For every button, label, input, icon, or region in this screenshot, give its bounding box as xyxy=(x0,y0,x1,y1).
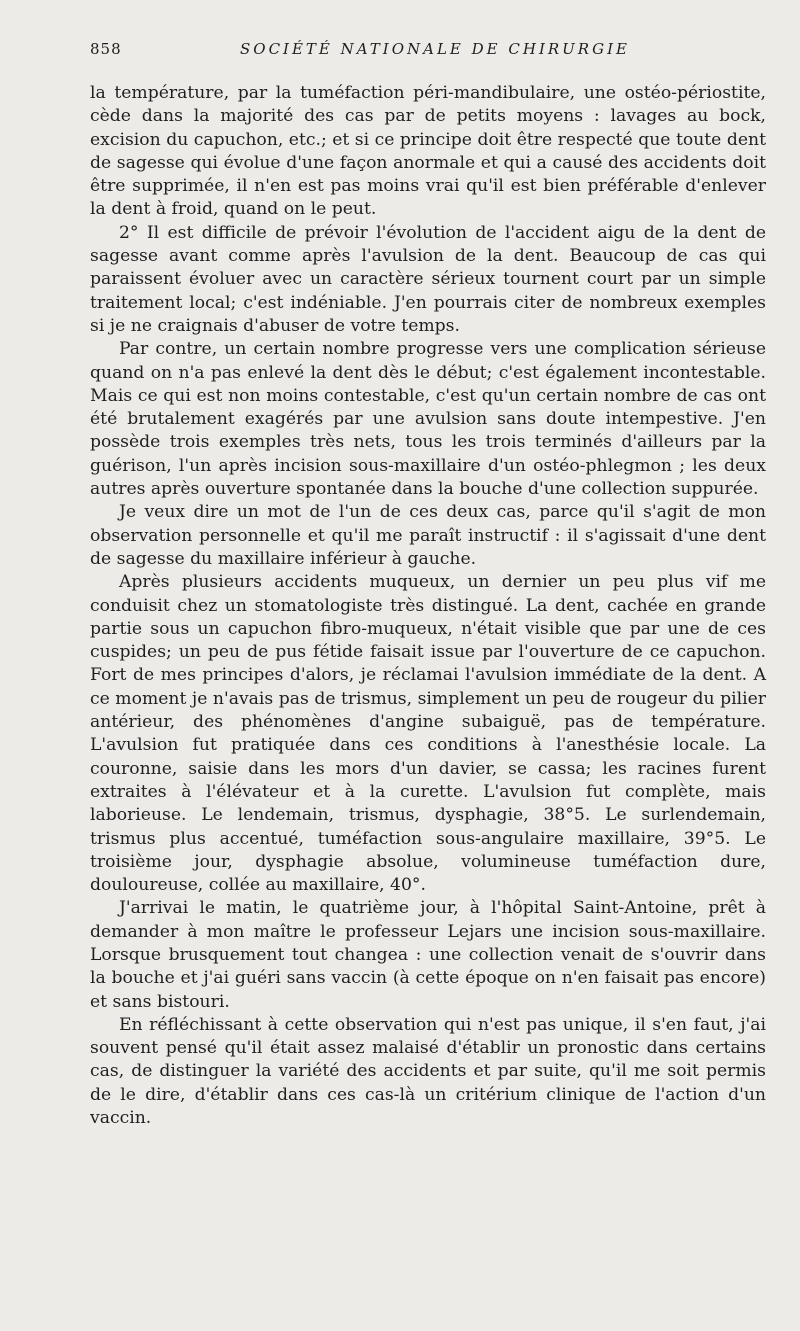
paragraph-case-history: Après plusieurs accidents muqueux, un dernier un peu plus vif me conduisit chez un stomatologiste très distingué. La dent, cachée en grande partie sous un capuchon fibro-muqueux, n'était visible que par une de ces cuspides; un peu de pus fétide faisait issue par l'ouverture de ce capuchon. Fort de mes principes d'alors, je réclamai l'avulsion immédiate de la dent. A ce moment je n'avais pas de trismus, simplement un peu de rougeur du pilier antérieur, des phénomènes d'angine subaiguë, pas de température. L'avulsion fut pratiquée dans ces conditions à l'anesthésie locale. La couronne, saisie dans les mors d'un davier, se cassa; les racines furent extraites à l'élévateur et à la curette. L'avulsion fut complète, mais laborieuse. Le lendemain, trismus, dysphagie, 38°5. Le surlendemain, trismus plus accentué, tuméfaction sous-angulaire maxillaire, 39°5. Le troisième jour, dysphagie absolue, volumineuse tuméfaction dure, douloureuse, collée au maxillaire, 40°. xyxy=(90,572,766,896)
paragraph-point-2: 2° Il est difficile de prévoir l'évolution de l'accident aigu de la dent de sagesse avant comme après l'avulsion de la dent. Beaucoup de cas qui paraissent évoluer avec un caractère sérieux tournent court par un simple traitement local; c'est indéniable. J'en pourrais citer de nombreux exemples si je ne craignais d'abuser de votre temps. xyxy=(90,222,766,336)
body-text xyxy=(90,82,766,1130)
paragraph-observation-intro: Je veux dire un mot de l'un de ces deux cas, parce qu'il s'agit de mon observation personnelle et qu'il me paraît instructif : il s'agissait d'une dent de sagesse du maxillaire inférieur à gauche. xyxy=(90,502,766,569)
page-number: 858 xyxy=(90,40,122,58)
page-header xyxy=(90,40,766,68)
running-title: SOCIÉTÉ NATIONALE DE CHIRURGIE xyxy=(240,40,630,58)
paragraph-conclusion: En réfléchissant à cette observation qui n'est pas unique, il s'en faut, j'ai souvent pensé qu'il était assez malaisé d'établir un pronostic dans certains cas, de distinguer la variété des accidents et par suite, qu'il me soit permis de le dire, d'établir dans ces cas-là un critérium clinique de l'action d'un vaccin. xyxy=(90,1014,766,1129)
paragraph-par-contre: Par contre, un certain nombre progresse vers une complication sérieuse quand on n'a pas enlevé la dent dès le début; c'est également incontestable. Mais ce qui est non moins contestable, c'est qu'un certain nombre de cas ont été brutalement exagérés par une avulsion sans doute intempestive. J'en possède trois exemples très nets, tous les trois terminés d'ailleurs par la guérison, l'un après incision sous-maxillaire d'un ostéo-phlegmon ; les deux autres après ouverture spontanée dans la bouche d'une collection suppurée. xyxy=(90,339,766,500)
paragraph-continuation: la température, par la tuméfaction péri-mandibulaire, une ostéo-périostite, cède dans la majorité des cas par de petits moyens : lavages au bock, excision du capuchon, etc.; et si ce principe doit être respecté que toute dent de sagesse qui évolue d'une façon anormale et qui a causé des accidents doit être supprimée, il n'en est pas moins vrai qu'il est bien préférable d'enlever la dent à froid, quand on le peut. xyxy=(90,83,766,220)
paragraph-outcome: J'arrivai le matin, le quatrième jour, à l'hôpital Saint-Antoine, prêt à demander à mon maître le professeur Lejars une incision sous-maxillaire. Lorsque brusquement tout changea : une collection venait de s'ouvrir dans la bouche et j'ai guéri sans vaccin (à cette époque on n'en faisait pas encore) et sans bistouri. xyxy=(90,898,766,1012)
